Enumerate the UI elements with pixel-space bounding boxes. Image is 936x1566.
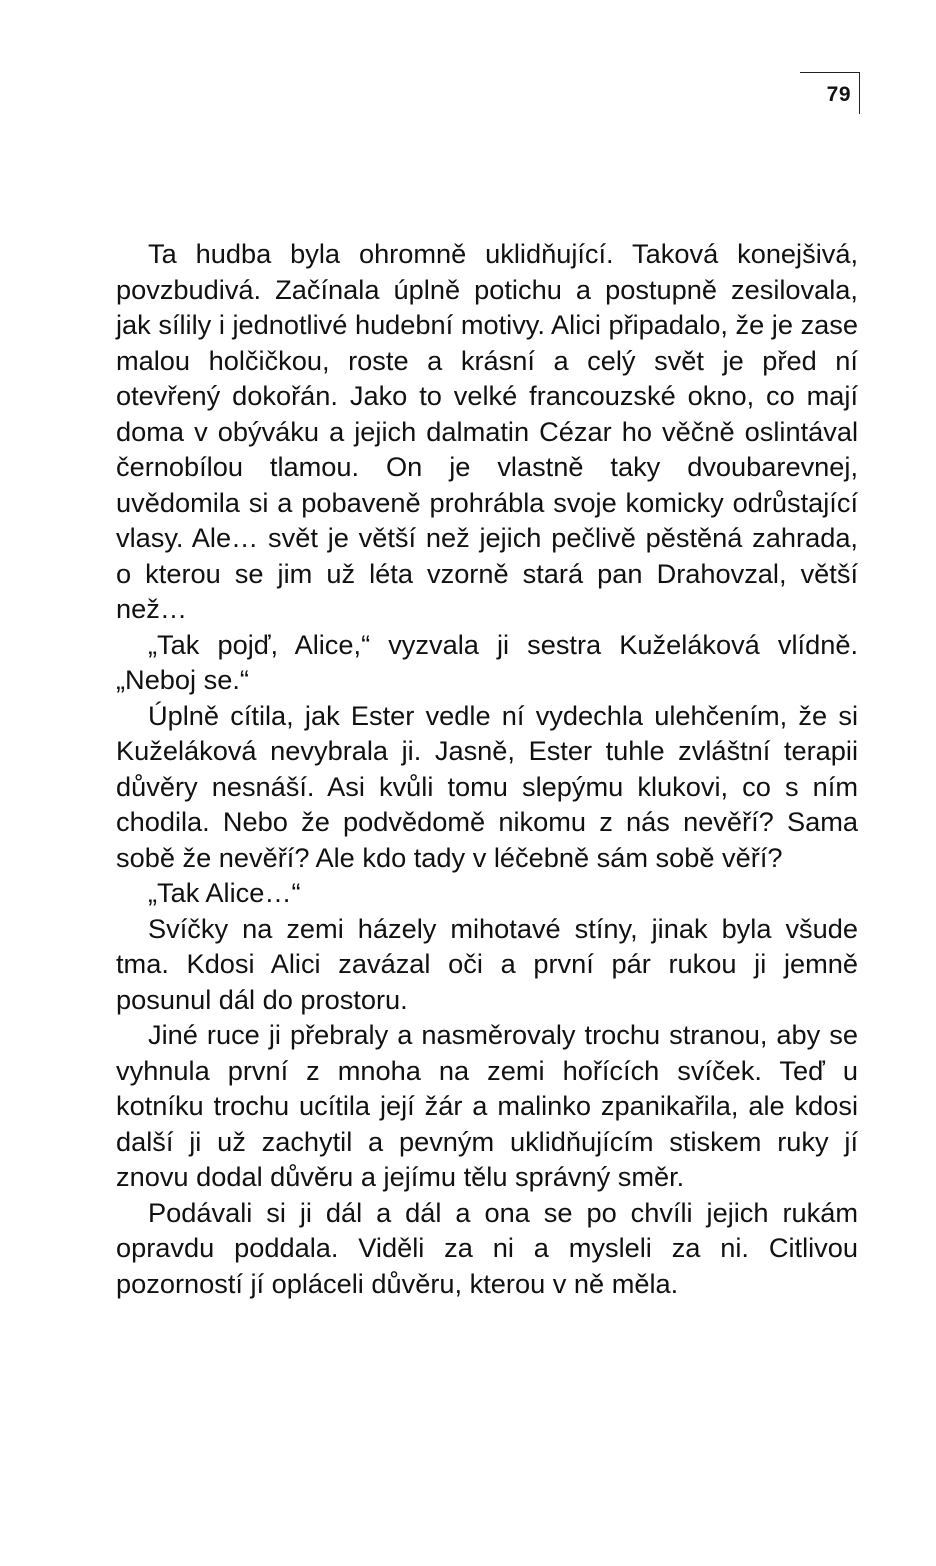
paragraph-3: Úplně cítila, jak Ester vedle ní vydechla ulehčením, že si Kuželáková nevybrala ji. Jasně, Ester tuhle zvláštní terapii důvěry nesnáší. Asi kvůli tomu slepýmu klukovi, co s ním chodila. Nebo že podvědomě nikomu z nás nevěří? Sama sobě že nevěří? Ale kdo tady v léčebně sám sobě věří? [116,699,858,873]
paragraph-1: Ta hudba byla ohromně uklidňující. Taková konejšivá, povzbudivá. Začínala úplně potichu a postupně zesilovala, jak sílily i jednotlivé hudební motivy. Alici připadalo, že je zase malou holčičkou, roste a krásní a celý svět je před ní otevřený dokořán. Jako to velké francouzské okno, co mají doma v obýváku a jejich dalmatin Cézar ho věčně oslintával černobílou tlamou. On je vlastně taky dvoubarevnej, uvědomila si a pobaveně prohrábla svoje komicky odrůstající vlasy. Ale… svět je větší než jejich pečlivě pěstěná zahrada, o kterou se jim už léta vzorně stará pan Drahovzal, větší než… [116,238,858,624]
paragraph-2: „Tak pojď, Alice,“ vyzvala ji sestra Kuželáková vlídně. „Neboj se.“ [116,628,858,695]
paragraph-4: „Tak Alice…“ [148,877,301,908]
paragraph-5: Svíčky na zemi házely mihotavé stíny, jinak byla všude tma. Kdosi Alici zavázal oči a první pár rukou ji jemně posunul dál do prostoru. [116,912,858,1015]
body-text [116,236,858,1301]
paragraph-6: Jiné ruce ji přebraly a nasměrovaly trochu stranou, aby se vyhnula první z mnoha na zemi hořících svíček. Teď u kotníku trochu ucítila její žár a malinko zpanikařila, ale kdosi další ji už zachytil a pevným uklidňujícím stiskem ruky jí znovu dodal důvěru a jejímu tělu správný směr. [116,1019,858,1192]
paragraph-7: Podávali si ji dál a dál a ona se po chvíli jejich rukám opravdu poddala. Viděli za ni a mysleli za ni. Citlivou pozorností jí opláceli důvěru, kterou v ně měla. [116,1196,858,1299]
page-number-frame [800,72,860,114]
page-number: 79 [826,83,851,106]
